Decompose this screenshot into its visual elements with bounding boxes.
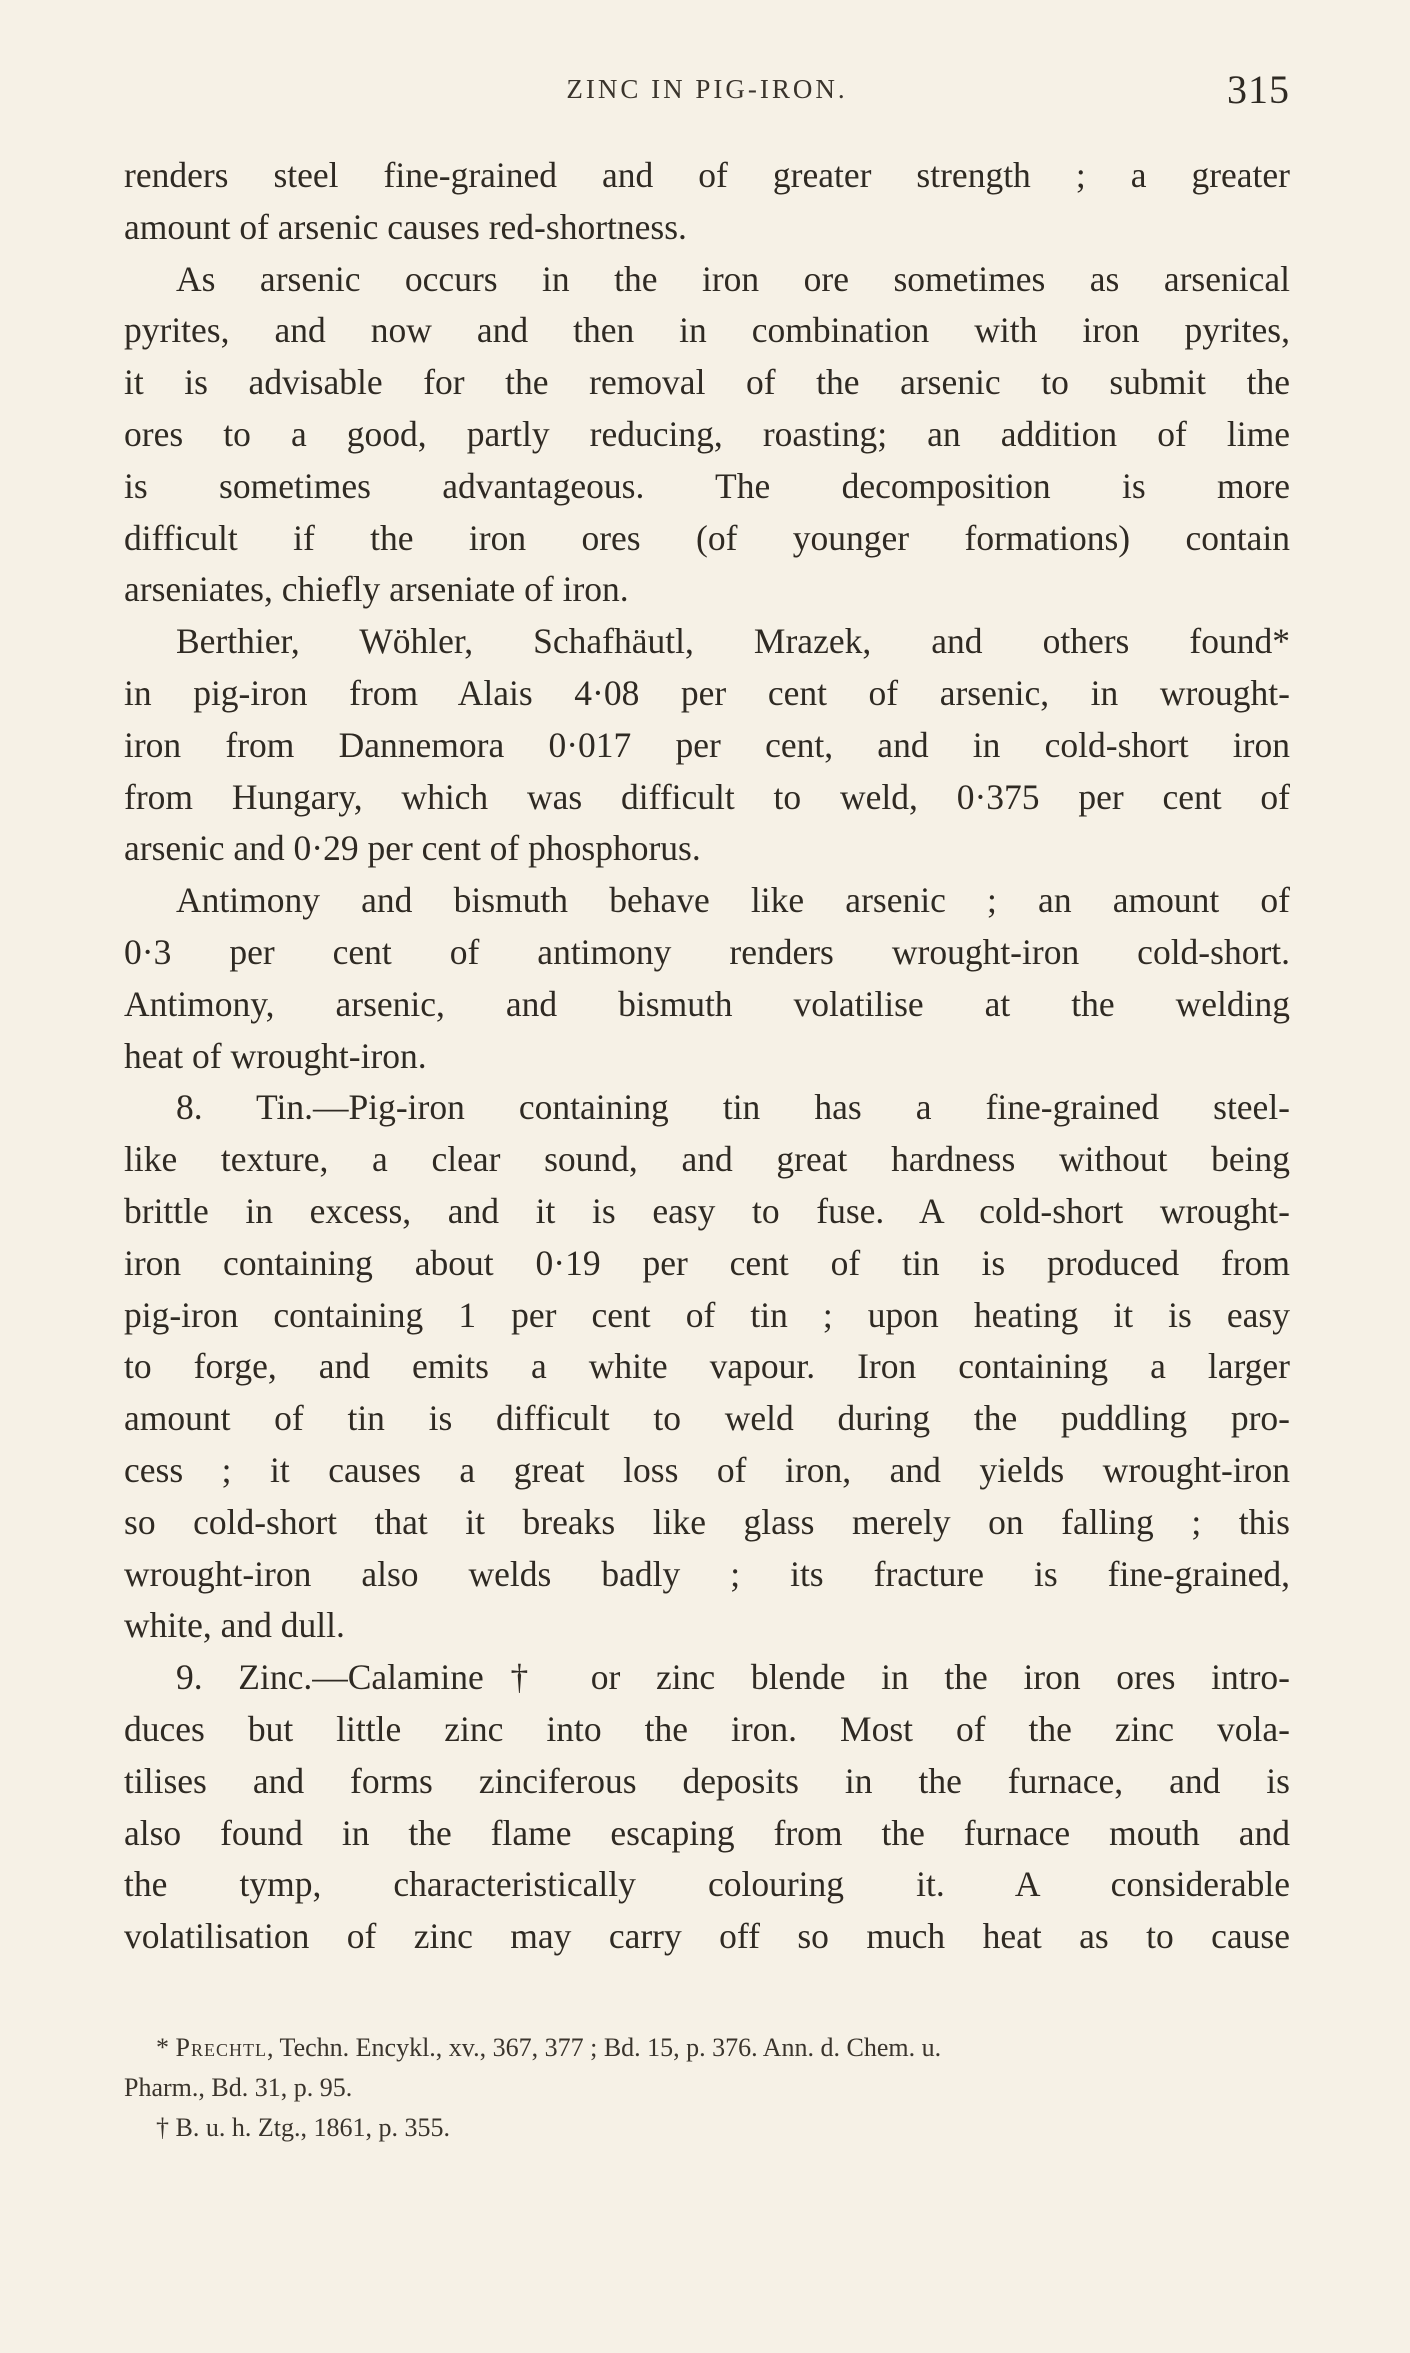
text-line: in pig-iron from Alais 4·08 per cent of arsenic, in wrought- (124, 672, 1290, 713)
text-line: so cold-short that it breaks like glass merely on falling ; this (124, 1501, 1290, 1542)
text-line: renders steel fine-grained and of greater strength ; a greater (124, 155, 1290, 195)
paragraph-tin (124, 1082, 1290, 1652)
text-line: brittle in excess, and it is easy to fuse. A cold-short wrought- (124, 1190, 1290, 1231)
paragraph-berthier (124, 616, 1290, 875)
paragraph-zinc (124, 1652, 1290, 1963)
text-line: to forge, and emits a white vapour. Iron containing a larger (124, 1346, 1290, 1387)
text-line: 0·3 per cent of antimony renders wrought-iron cold-short. (124, 931, 1290, 972)
text-line: 9. Zinc.—Calamine† or zinc blende in the iron ores intro- (176, 1657, 1290, 1698)
text-line: iron from Dannemora 0·017 per cent, and in cold-short iron (124, 724, 1290, 765)
text-line: from Hungary, which was difficult to weld, 0·375 per cent of (124, 776, 1290, 817)
text-line: heat of wrought-iron. (124, 1035, 427, 1076)
text-line: As arsenic occurs in the iron ore sometimes as arsenical (176, 258, 1290, 299)
text-line: tilises and forms zinciferous deposits in the furnace, and is (124, 1760, 1290, 1801)
text-line: amount of tin is difficult to weld during the puddling pro- (124, 1398, 1290, 1439)
text-line: also found in the flame escaping from the furnace mouth and (124, 1812, 1290, 1853)
text-line: arseniates, chiefly arseniate of iron. (124, 569, 629, 610)
text-line: cess ; it causes a great loss of iron, and yields wrought-iron (124, 1449, 1290, 1490)
text-line: Antimony and bismuth behave like arsenic ; an amount of (176, 880, 1290, 921)
text-line: iron containing about 0·19 per cent of tin is produced from (124, 1242, 1290, 1283)
text-line: pyrites, and now and then in combination with iron pyrites, (124, 310, 1290, 351)
footnote-1-line-2: Pharm., Bd. 31, p. 95. (124, 2073, 353, 2102)
text-line: 8. Tin.—Pig-iron containing tin has a fine-grained steel- (176, 1087, 1290, 1128)
footnote-marker: * (156, 2033, 169, 2062)
running-title: ZINC IN PIG-IRON. (566, 74, 848, 104)
footnote-2: † B. u. h. Ztg., 1861, p. 355. (156, 2113, 450, 2142)
text-line: volatilisation of zinc may carry off so much heat as to cause (124, 1916, 1290, 1957)
text-line: arsenic and 0·29 per cent of phosphorus. (124, 828, 701, 869)
paragraph-continuation (124, 150, 1290, 254)
running-head (124, 62, 1290, 122)
paragraph-antimony (124, 875, 1290, 1082)
text-line: is sometimes advantageous. The decomposition is more (124, 465, 1290, 506)
text-line: Berthier, Wöhler, Schafhäutl, Mrazek, and others found* (176, 621, 1290, 662)
text-line: amount of arsenic causes red-shortness. (124, 206, 687, 247)
paragraph-arsenic-ores (124, 254, 1290, 617)
footnotes (124, 2028, 1290, 2148)
text-line: like texture, a clear sound, and great hardness without being (124, 1139, 1290, 1180)
footnote-text: , Techn. Encykl., xv., 367, 377 ; Bd. 15, p. 376. Ann. d. Chem. u. (266, 2033, 942, 2062)
text-line: duces but little zinc into the iron. Most of the zinc vola- (124, 1708, 1290, 1749)
page-number: 315 (1227, 67, 1290, 112)
text-line: it is advisable for the removal of the arsenic to submit the (124, 362, 1290, 403)
text-line: the tymp, characteristically colouring it. A considerable (124, 1864, 1290, 1905)
footnote-1-line-1 (124, 2028, 1290, 2068)
text-line: wrought-iron also welds badly ; its fracture is fine-grained, (124, 1553, 1290, 1594)
text-line: white, and dull. (124, 1605, 345, 1646)
body-text (124, 150, 1290, 1963)
footnote-author: Prechtl (175, 2033, 267, 2062)
text-line: ores to a good, partly reducing, roasting; an addition of lime (124, 413, 1290, 454)
text-line: difficult if the iron ores (of younger formations) contain (124, 517, 1290, 558)
text-line: Antimony, arsenic, and bismuth volatilise at the welding (124, 983, 1290, 1024)
text-line: pig-iron containing 1 per cent of tin ; upon heating it is easy (124, 1294, 1290, 1335)
